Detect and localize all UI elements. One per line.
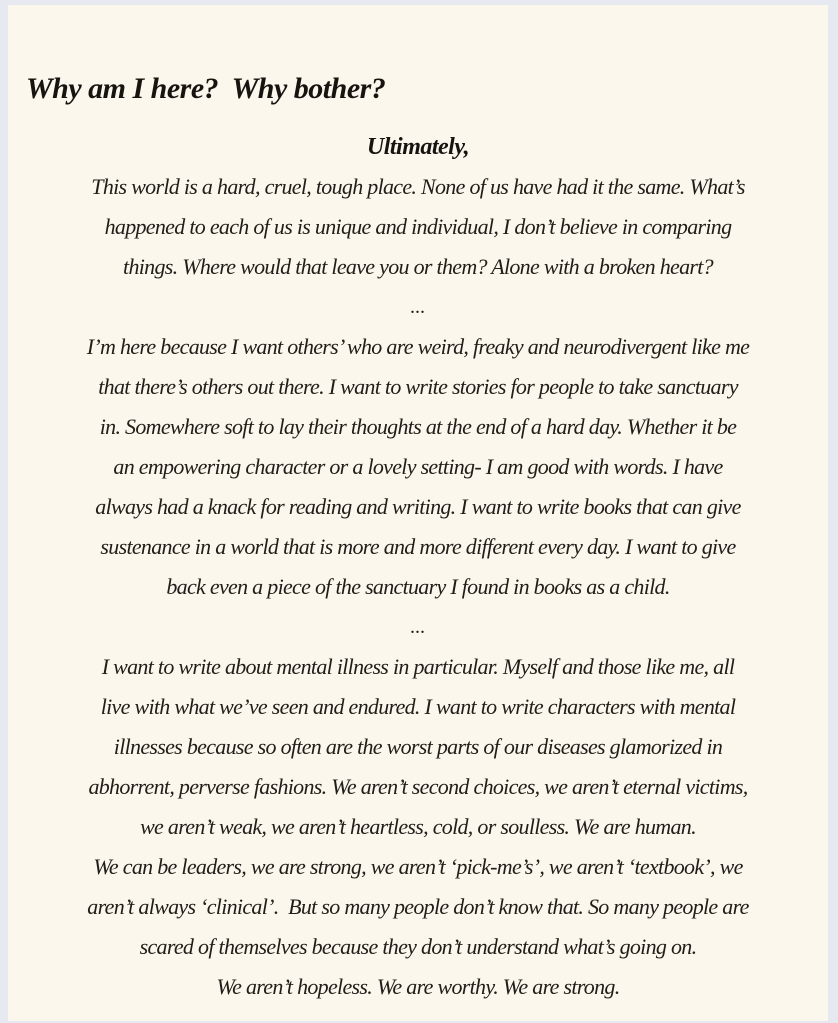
text-line: happened to each of us is unique and individual, I don’t believe in comparing [104,214,732,239]
text-line: back even a piece of the sanctuary I found in books as a child. [166,574,670,599]
text-line: that there’s others out there. I want to write stories for people to take sanctuary [98,374,738,399]
text-line: in. Somewhere soft to lay their thoughts at the end of a hard day. Whether it be [99,414,737,439]
text-line: things. Where would that leave you or them? Alone with a broken heart? [123,254,713,279]
text-line: We can be leaders, we are strong, we aren’t ‘pick-me’s’, we aren’t ‘textbook’, we [93,854,743,879]
paragraph [14,327,822,607]
paragraph-separator: ... [410,296,426,318]
paragraph-separator: ... [410,616,426,638]
text-line: scared of themselves because they don’t understand what’s going on. [139,934,697,959]
page-title: Why am I here? Why bother? [26,72,386,105]
text-line: illnesses because so often are the worst parts of our diseases glamorized in [113,734,723,759]
text-line: an empowering character or a lovely setting- I am good with words. I have [113,454,723,479]
text-line: I’m here because I want others’ who are weird, freaky and neurodivergent like me [86,334,750,359]
text-line: This world is a hard, cruel, tough place. None of us have had it the same. What’s [91,174,745,199]
paragraph [14,167,822,287]
text-line: We aren’t hopeless. We are worthy. We are strong. [216,974,620,999]
text-line: we aren’t weak, we aren’t heartless, cold, or soulless. We are human. [140,814,696,839]
text-line: I want to write about mental illness in particular. Myself and those like me, all [101,654,735,679]
document-body [14,167,822,1007]
text-line: always had a knack for reading and writing. I want to write books that can give [95,494,741,519]
text-line: sustenance in a world that is more and more different every day. I want to give [100,534,736,559]
text-line: abhorrent, perverse fashions. We aren’t second choices, we aren’t eternal victims, [88,774,748,799]
text-line: live with what we’ve seen and endured. I want to write characters with mental [100,694,736,719]
subtitle: Ultimately, [366,134,470,160]
text-line: aren’t always ‘clinical’. But so many people don’t know that. So many people are [87,894,749,919]
paragraph [14,647,822,1007]
document-page [8,5,828,1021]
